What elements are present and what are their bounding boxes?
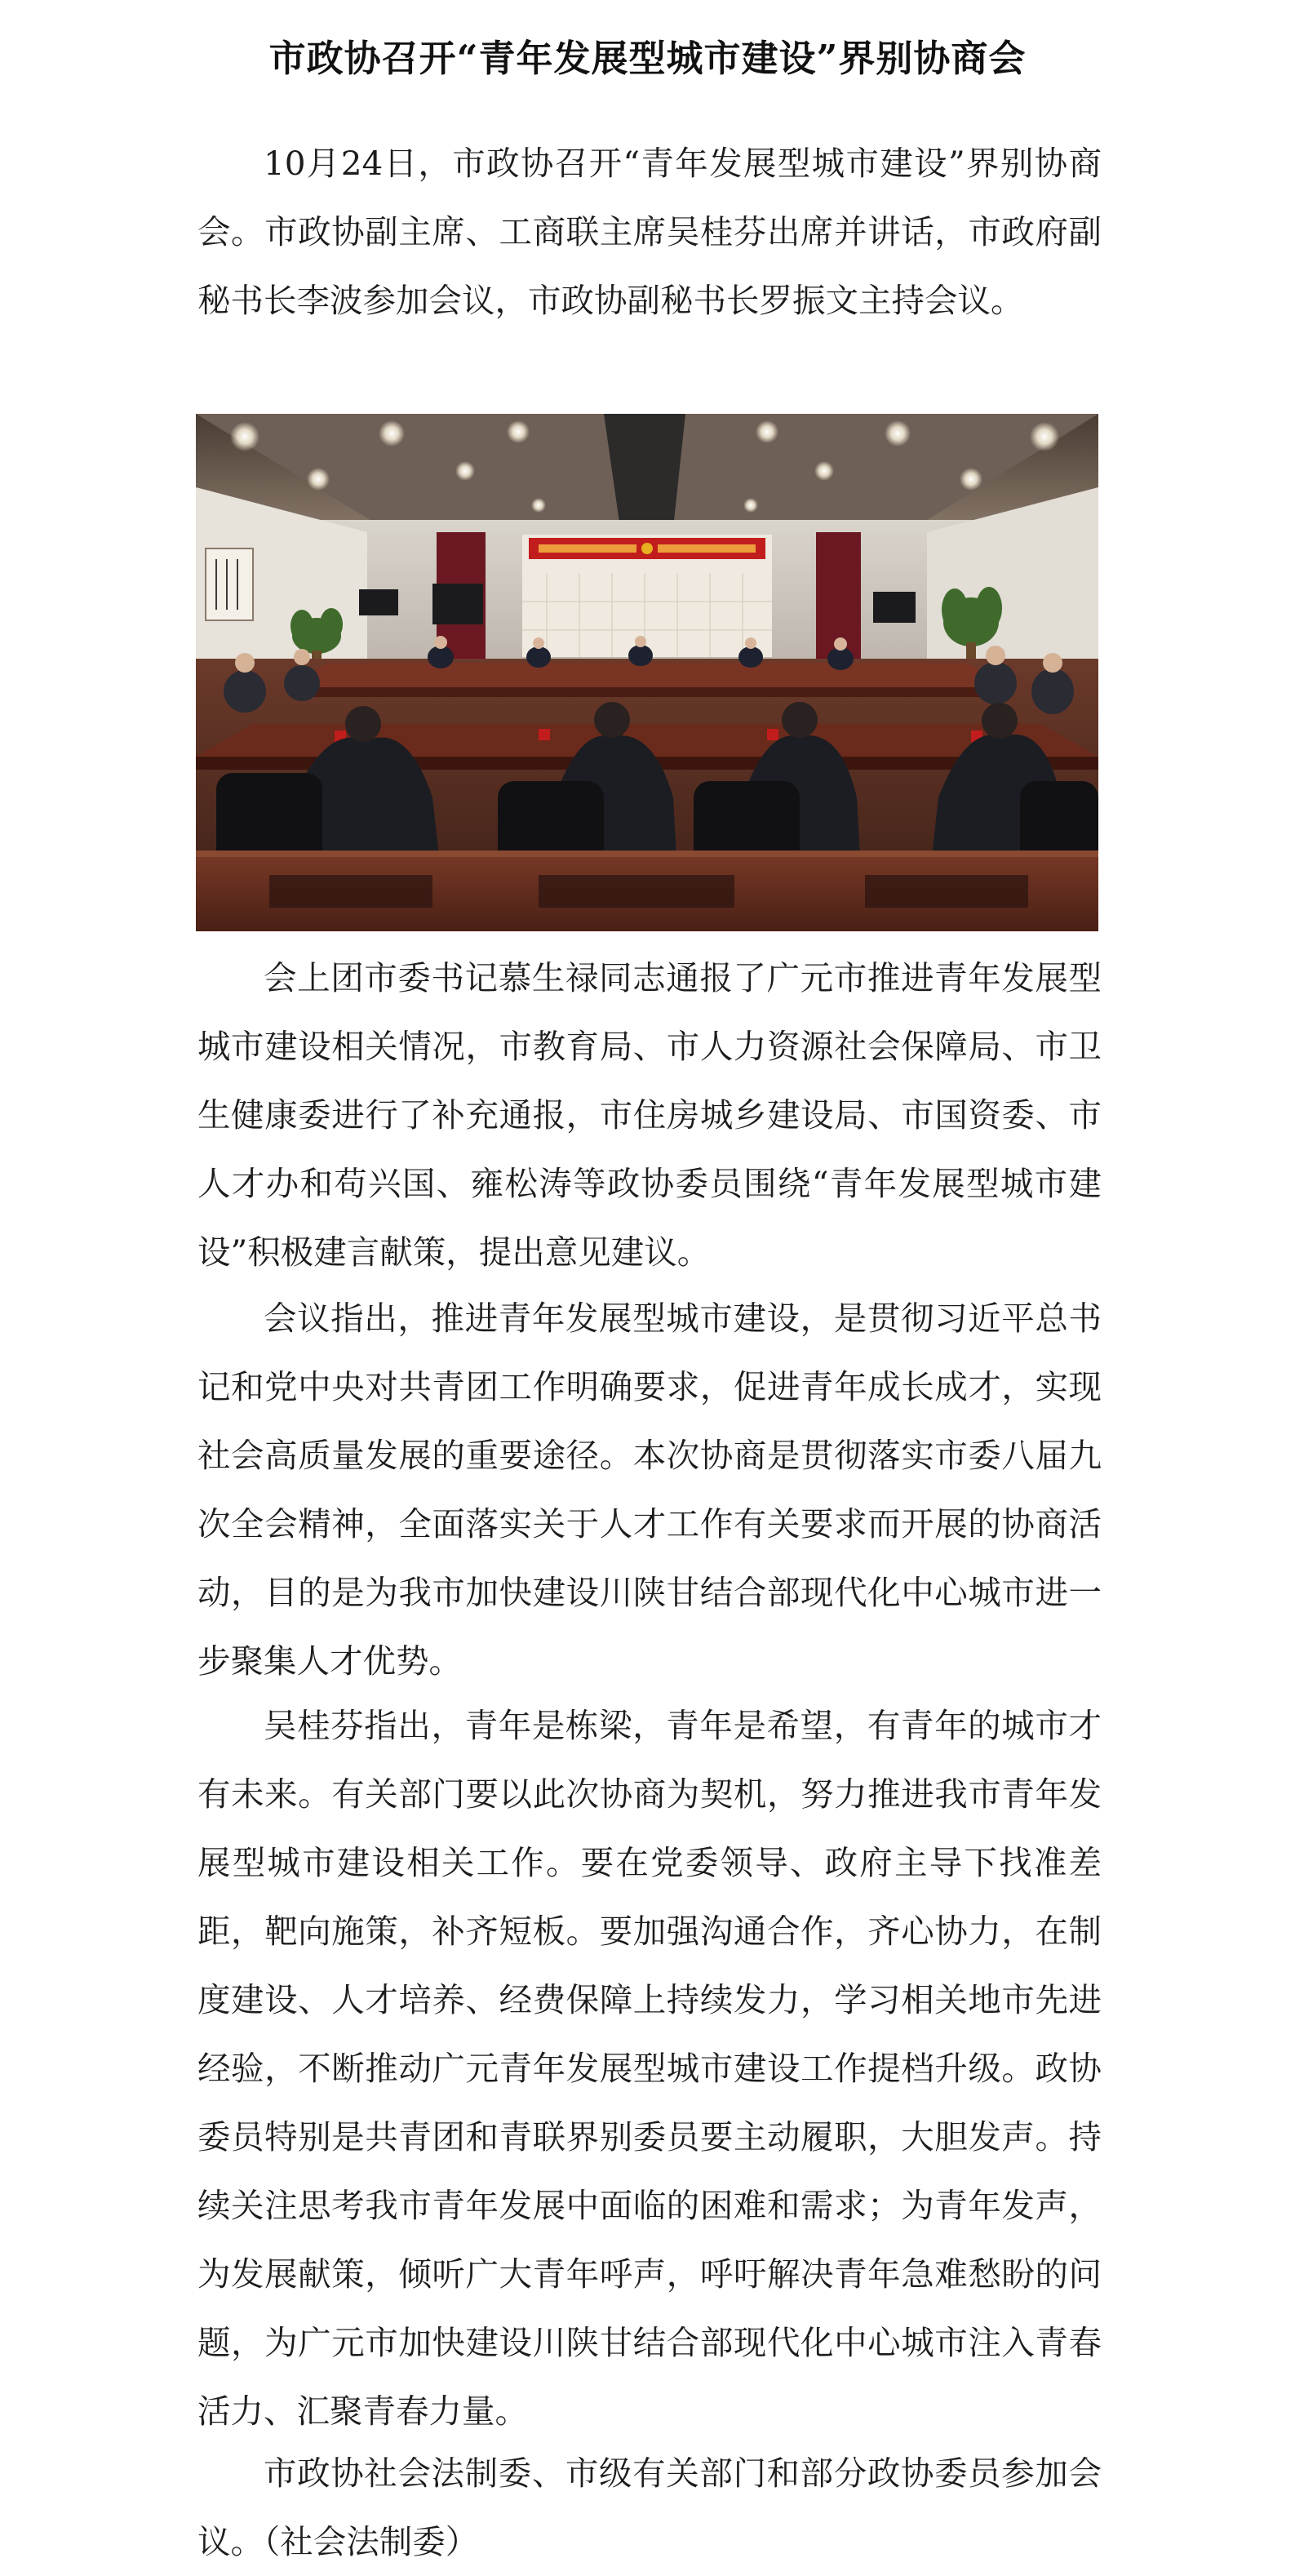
meeting-photo [196,414,1098,931]
paragraph-2: 会上团市委书记慕生禄同志通报了广元市推进青年发展型城市建设相关情况，市教育局、市人力资源社会保障局、市卫生健康委进行了补充通报，市住房城乡建设局、市国资委、市人才办和苟兴国、雍松涛等政协委员围绕“青年发展型城市建设”积极建言献策，提出意见建议。 [197,958,1102,1272]
paragraph-1: 10月24日，市政协召开“青年发展型城市建设”界别协商会。市政协副主席、工商联主席吴桂芬出席并讲话，市政府副秘书长李波参加会议，市政协副秘书长罗振文主持会议。 [197,144,1102,320]
article-title: 市政协召开“青年发展型城市建设”界别协商会 [268,37,1027,81]
paragraph-3: 会议指出，推进青年发展型城市建设，是贯彻习近平总书记和党中央对共青团工作明确要求，促进青年成长成才，实现社会高质量发展的重要途径。本次协商是贯彻落实市委八届九次全会精神，全面落实关于人才工作有关要求而开展的协商活动，目的是为我市加快建设川陕甘结合部现代化中心城市进一步聚集人才优势。 [197,1299,1102,1681]
paragraph-4: 吴桂芬指出，青年是栋梁，青年是希望，有青年的城市才有未来。有关部门要以此次协商为契机，努力推进我市青年发展型城市建设相关工作。要在党委领导、政府主导下找准差距，靶向施策，补齐短板。要加强沟通合作，齐心协力，在制度建设、人才培养、经费保障上持续发力，学习相关地市先进经验，不断推动广元青年发展型城市建设工作提档升级。政协委员特别是共青团和青联界别委员要主动履职，大胆发声。持续关注思考我市青年发展中面临的困难和需求；为青年发声，为发展献策，倾听广大青年呼声，呼吁解决青年急难愁盼的问题，为广元市加快建设川陕甘结合部现代化中心城市注入青春活力、汇聚青春力量。 [197,1706,1102,2431]
paragraph-5: 市政协社会法制委、市级有关部门和部分政协委员参加会议。（社会法制委） [197,2454,1102,2561]
